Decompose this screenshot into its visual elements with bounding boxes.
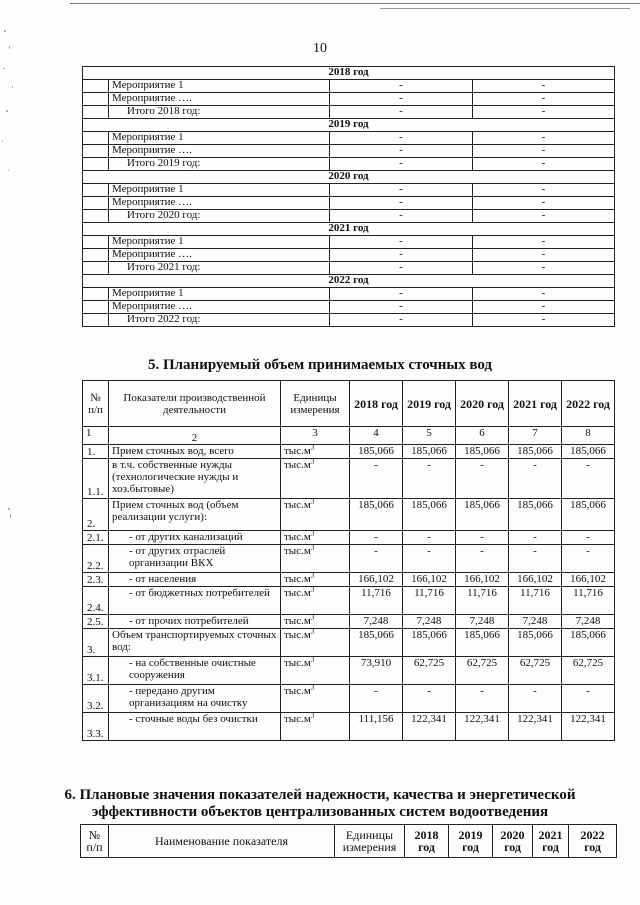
value-cell: 122,341 [456, 713, 509, 741]
value-cell: - [473, 262, 615, 275]
row-num-cell [83, 288, 109, 301]
value-cell: - [403, 545, 456, 573]
value-cell: 73,910 [350, 657, 403, 685]
column-number-row [83, 427, 615, 445]
value-cell: - [456, 545, 509, 573]
year-label: 2021 год [83, 223, 615, 236]
value-cell: - [330, 249, 473, 262]
value-cell: 166,102 [403, 573, 456, 587]
total-label: Итого 2019 год: [109, 158, 330, 171]
row-num-cell [83, 236, 109, 249]
year-total-row [83, 106, 615, 119]
unit-superscript: 3 [310, 656, 315, 664]
unit-cell [281, 713, 350, 741]
unit-text: тыс.м [284, 573, 311, 585]
header-year-2021: 2021 год [509, 381, 562, 427]
table-row [83, 615, 615, 629]
row-number: 1.1. [83, 459, 109, 499]
indicator-name: - от прочих потребителей [109, 615, 281, 629]
indicator-name: - от других канализаций [109, 531, 281, 545]
header-year-2020: 2020 год [456, 381, 509, 427]
measure-name: Мероприятие 1 [109, 184, 330, 197]
year-header-row [83, 275, 615, 288]
unit-text: тыс.м [284, 499, 311, 511]
value-cell: - [350, 545, 403, 573]
unit-superscript: 3 [310, 684, 315, 692]
unit-text: тыс.м [284, 615, 311, 627]
indicator-name: Прием сточных вод, всего [109, 445, 281, 459]
value-cell: 122,341 [562, 713, 615, 741]
value-cell: 7,248 [456, 615, 509, 629]
unit-superscript: 3 [310, 614, 315, 622]
unit-superscript: 3 [310, 586, 315, 594]
scan-artifact-top [0, 0, 640, 14]
colnum-7: 7 [509, 427, 562, 445]
unit-text: тыс.м [284, 629, 311, 641]
indicator-name: - сточные воды без очистки [109, 713, 281, 741]
unit-cell [281, 657, 350, 685]
header-year-2020: 2020 год [493, 825, 533, 858]
header-year-2022: 2022 год [569, 825, 617, 858]
value-cell: - [473, 145, 615, 158]
value-cell: - [456, 685, 509, 713]
value-cell: 62,725 [562, 657, 615, 685]
total-label: Итого 2018 год: [109, 106, 330, 119]
indicator-name: Прием сточных вод (объем реализации услуги): [109, 499, 281, 531]
measure-row [83, 197, 615, 210]
header-num: № п/п [83, 381, 109, 427]
row-num-cell [83, 262, 109, 275]
reliability-indicators-table [80, 824, 617, 858]
value-cell: 62,725 [403, 657, 456, 685]
year-total-row [83, 158, 615, 171]
measure-row [83, 288, 615, 301]
unit-cell [281, 587, 350, 615]
value-cell: - [403, 531, 456, 545]
indicator-name: в т.ч. собственные нужды (технологические нужды и хоз.бытовые) [109, 459, 281, 499]
value-cell: - [473, 158, 615, 171]
measure-name: Мероприятие …. [109, 197, 330, 210]
table-row [83, 531, 615, 545]
indicator-name: - передано другим организациям на очистку [109, 685, 281, 713]
unit-cell [281, 499, 350, 531]
measure-name: Мероприятие …. [109, 249, 330, 262]
value-cell: - [562, 459, 615, 499]
year-label: 2020 год [83, 171, 615, 184]
section-6-title [0, 787, 640, 821]
value-cell: 185,066 [350, 499, 403, 531]
row-num-cell [83, 314, 109, 327]
value-cell: - [473, 301, 615, 314]
unit-cell [281, 531, 350, 545]
indicator-name: - от населения [109, 573, 281, 587]
row-number: 2. [83, 499, 109, 531]
row-number: 2.4. [83, 587, 109, 615]
row-number: 3.3. [83, 713, 109, 741]
unit-superscript: 3 [310, 572, 315, 580]
year-header-row [83, 119, 615, 132]
value-cell: - [509, 545, 562, 573]
row-num-cell [83, 301, 109, 314]
value-cell: - [562, 531, 615, 545]
value-cell: 185,066 [403, 445, 456, 459]
colnum-3: 3 [281, 427, 350, 445]
measure-name: Мероприятие 1 [109, 288, 330, 301]
indicator-name: Объем транспортируемых сточных вод: [109, 629, 281, 657]
indicator-name: - на собственные очистные сооружения [109, 657, 281, 685]
value-cell: - [330, 197, 473, 210]
value-cell: - [473, 106, 615, 119]
measure-name: Мероприятие 1 [109, 132, 330, 145]
value-cell: - [562, 685, 615, 713]
value-cell: 62,725 [509, 657, 562, 685]
row-num-cell [83, 132, 109, 145]
table-row [83, 573, 615, 587]
value-cell: 185,066 [403, 629, 456, 657]
unit-cell [281, 685, 350, 713]
value-cell: - [330, 288, 473, 301]
value-cell: 185,066 [350, 629, 403, 657]
colnum-1: 1 [83, 427, 109, 445]
measure-name: Мероприятие …. [109, 301, 330, 314]
value-cell: 185,066 [509, 629, 562, 657]
row-num-cell [83, 93, 109, 106]
value-cell: - [350, 459, 403, 499]
row-number: 2.2. [83, 545, 109, 573]
value-cell: 166,102 [350, 573, 403, 587]
year-header-row [83, 67, 615, 80]
value-cell: 185,066 [562, 445, 615, 459]
value-cell: 185,066 [456, 445, 509, 459]
total-label: Итого 2022 год: [109, 314, 330, 327]
value-cell: 7,248 [509, 615, 562, 629]
value-cell: - [473, 236, 615, 249]
unit-cell [281, 629, 350, 657]
table-row [83, 459, 615, 499]
colnum-5: 5 [403, 427, 456, 445]
section-6-title-line-1: 6. Плановые значения показателей надежности, качества и энергетической [64, 787, 576, 803]
value-cell: - [350, 531, 403, 545]
header-row [81, 825, 617, 858]
section-6-title-line-2: эффективности объектов централизованных систем водоотведения [91, 804, 549, 820]
unit-text: тыс.м [284, 531, 311, 543]
value-cell: - [509, 459, 562, 499]
year-header-row [83, 171, 615, 184]
table-row [83, 545, 615, 573]
indicator-name: - от бюджетных потребителей [109, 587, 281, 615]
unit-cell [281, 459, 350, 499]
value-cell: - [473, 197, 615, 210]
value-cell: 185,066 [456, 499, 509, 531]
unit-cell [281, 573, 350, 587]
value-cell: 166,102 [562, 573, 615, 587]
value-cell: - [330, 236, 473, 249]
value-cell: 185,066 [456, 629, 509, 657]
page-number: 10 [313, 41, 327, 56]
value-cell: - [330, 106, 473, 119]
row-num-cell [83, 210, 109, 223]
value-cell: - [403, 685, 456, 713]
row-num-cell [83, 197, 109, 210]
measure-name: Мероприятие 1 [109, 236, 330, 249]
unit-cell [281, 615, 350, 629]
value-cell: 185,066 [509, 445, 562, 459]
value-cell: - [456, 459, 509, 499]
value-cell: - [330, 262, 473, 275]
unit-superscript: 3 [310, 444, 315, 452]
value-cell: - [562, 545, 615, 573]
value-cell: - [509, 685, 562, 713]
value-cell: 185,066 [403, 499, 456, 531]
value-cell: - [330, 132, 473, 145]
header-name: Наименование показателя [109, 825, 335, 858]
value-cell: 185,066 [562, 629, 615, 657]
row-number: 2.5. [83, 615, 109, 629]
year-header-row [83, 223, 615, 236]
measure-row [83, 132, 615, 145]
value-cell: 7,248 [562, 615, 615, 629]
value-cell: - [350, 685, 403, 713]
unit-superscript: 3 [310, 498, 315, 506]
row-number: 1. [83, 445, 109, 459]
header-year-2019: 2019 год [403, 381, 456, 427]
measure-row [83, 236, 615, 249]
value-cell: - [330, 158, 473, 171]
value-cell: 122,341 [403, 713, 456, 741]
value-cell: - [330, 184, 473, 197]
row-num-cell [83, 145, 109, 158]
year-total-row [83, 210, 615, 223]
row-num-cell [83, 184, 109, 197]
year-total-row [83, 262, 615, 275]
colnum-8: 8 [562, 427, 615, 445]
value-cell: - [330, 80, 473, 93]
measure-row [83, 184, 615, 197]
value-cell: - [403, 459, 456, 499]
year-label: 2018 год [83, 67, 615, 80]
row-number: 3. [83, 629, 109, 657]
table-row [83, 685, 615, 713]
header-row [83, 381, 615, 427]
header-year-2019: 2019 год [449, 825, 493, 858]
unit-superscript: 3 [310, 530, 315, 538]
unit-superscript: 3 [310, 628, 315, 636]
indicator-name: - от других отраслей организации ВКХ [109, 545, 281, 573]
header-num: № п/п [81, 825, 109, 858]
value-cell: - [330, 210, 473, 223]
value-cell: 122,341 [509, 713, 562, 741]
header-year-2022: 2022 год [562, 381, 615, 427]
value-cell: - [456, 531, 509, 545]
value-cell: - [473, 93, 615, 106]
total-label: Итого 2021 год: [109, 262, 330, 275]
total-label: Итого 2020 год: [109, 210, 330, 223]
measures-by-year-table [82, 66, 615, 327]
value-cell: - [330, 145, 473, 158]
header-unit: Единицы измерения [335, 825, 405, 858]
table-row [83, 499, 615, 531]
value-cell: 111,156 [350, 713, 403, 741]
unit-text: тыс.м [284, 459, 311, 471]
value-cell: 11,716 [509, 587, 562, 615]
value-cell: - [473, 249, 615, 262]
scan-artifact-left [0, 20, 30, 900]
value-cell: 166,102 [456, 573, 509, 587]
unit-cell [281, 445, 350, 459]
measure-name: Мероприятие …. [109, 145, 330, 158]
value-cell: 185,066 [350, 445, 403, 459]
row-num-cell [83, 106, 109, 119]
value-cell: - [473, 210, 615, 223]
measure-row [83, 93, 615, 106]
header-unit: Единицы измерения [281, 381, 350, 427]
row-num-cell [83, 249, 109, 262]
value-cell: - [473, 288, 615, 301]
colnum-4: 4 [350, 427, 403, 445]
table-row [83, 587, 615, 615]
measure-name: Мероприятие …. [109, 93, 330, 106]
value-cell: - [473, 184, 615, 197]
section-5-title: 5. Планируемый объем принимаемых сточных вод [147, 357, 493, 373]
colnum-2: 2 [109, 427, 281, 445]
table-row [83, 713, 615, 741]
measure-row [83, 145, 615, 158]
year-label: 2019 год [83, 119, 615, 132]
measure-name: Мероприятие 1 [109, 80, 330, 93]
value-cell: 11,716 [456, 587, 509, 615]
value-cell: 11,716 [403, 587, 456, 615]
row-num-cell [83, 80, 109, 93]
value-cell: - [330, 301, 473, 314]
year-label: 2022 год [83, 275, 615, 288]
unit-text: тыс.м [284, 445, 311, 457]
row-number: 3.1. [83, 657, 109, 685]
value-cell: 185,066 [562, 499, 615, 531]
unit-text: тыс.м [284, 587, 311, 599]
value-cell: 7,248 [350, 615, 403, 629]
measure-row [83, 80, 615, 93]
unit-text: тыс.м [284, 713, 311, 725]
unit-superscript: 3 [310, 458, 315, 466]
header-year-2018: 2018 год [350, 381, 403, 427]
value-cell: 11,716 [350, 587, 403, 615]
unit-cell [281, 545, 350, 573]
unit-text: тыс.м [284, 685, 311, 697]
value-cell: - [473, 80, 615, 93]
table-row [83, 629, 615, 657]
row-number: 2.3. [83, 573, 109, 587]
value-cell: - [509, 531, 562, 545]
wastewater-volume-table [82, 380, 615, 741]
value-cell: 62,725 [456, 657, 509, 685]
header-year-2018: 2018 год [405, 825, 449, 858]
value-cell: - [473, 132, 615, 145]
value-cell: - [473, 314, 615, 327]
measure-row [83, 301, 615, 314]
value-cell: 185,066 [509, 499, 562, 531]
row-number: 3.2. [83, 685, 109, 713]
table-row [83, 657, 615, 685]
year-total-row [83, 314, 615, 327]
value-cell: 7,248 [403, 615, 456, 629]
value-cell: - [330, 314, 473, 327]
value-cell: 166,102 [509, 573, 562, 587]
header-indicator: Показатели производственной деятельности [109, 381, 281, 427]
value-cell: 11,716 [562, 587, 615, 615]
row-num-cell [83, 158, 109, 171]
measure-row [83, 249, 615, 262]
unit-superscript: 3 [310, 712, 315, 720]
unit-text: тыс.м [284, 657, 311, 669]
value-cell: - [330, 93, 473, 106]
colnum-6: 6 [456, 427, 509, 445]
row-number: 2.1. [83, 531, 109, 545]
unit-superscript: 3 [310, 544, 315, 552]
header-year-2021: 2021 год [533, 825, 569, 858]
table-row [83, 445, 615, 459]
unit-text: тыс.м [284, 545, 311, 557]
